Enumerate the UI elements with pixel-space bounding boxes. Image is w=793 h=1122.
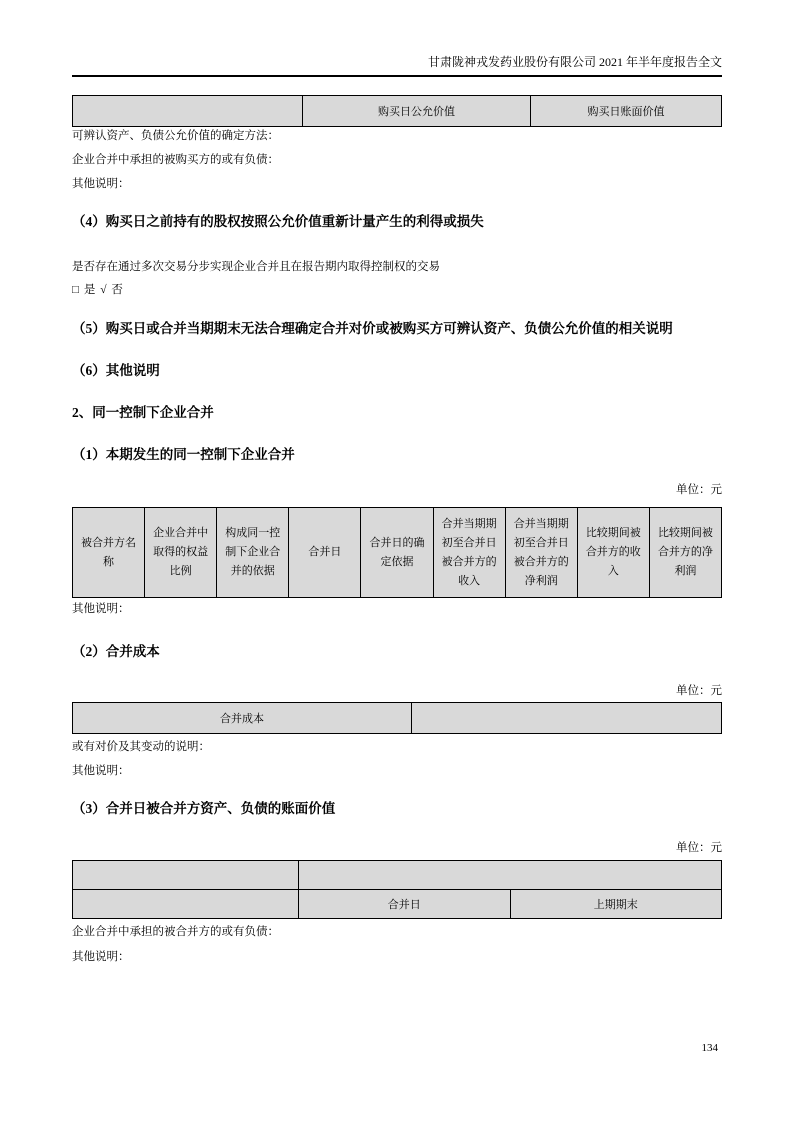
purchase-value-table [72, 95, 722, 127]
purchase-table-book-value-header: 购买日账面价值 [531, 96, 722, 127]
page-number: 134 [701, 1042, 718, 1054]
paragraph-other-notes-2: 其他说明： [72, 603, 130, 615]
paragraph-step-acquisition-question: 是否存在通过多次交易分步实现企业合并且在报告期内取得控制权的交易 [72, 261, 440, 273]
book-table-merger-date-header: 合并日 [299, 890, 511, 919]
unit-label-3: 单位：元 [676, 842, 722, 854]
merger-cost-table [72, 702, 722, 734]
purchase-table-fair-value-header: 购买日公允价值 [303, 96, 531, 127]
unit-label-1: 单位：元 [676, 484, 722, 496]
step-acquisition-answer: □ 是 √ 否 [72, 284, 124, 296]
paragraph-other-notes-3: 其他说明： [72, 765, 130, 777]
paragraph-acquiree-contingent-liabilities: 企业合并中承担的被购买方的或有负债： [72, 154, 279, 166]
book-value-table [72, 860, 722, 919]
heading-sub1-current-period: （1）本期发生的同一控制下企业合并 [72, 447, 295, 462]
table-row [73, 96, 722, 127]
heading-same-control-merger: 2、同一控制下企业合并 [72, 405, 214, 420]
heading-sub2-merger-cost: （2）合并成本 [72, 644, 160, 659]
paragraph-other-notes-1: 其他说明： [72, 178, 130, 190]
cost-table-label-cell: 合并成本 [73, 703, 412, 734]
table-row [73, 861, 722, 890]
book-table-merged-blank-cell [299, 861, 722, 890]
heading-6: （6）其他说明 [72, 363, 160, 378]
paragraph-contingent-consideration: 或有对价及其变动的说明： [72, 741, 210, 753]
merger-col-netprofit-to-date: 合并当期期初至合并日被合并方的净利润 [505, 508, 577, 598]
merger-col-comparative-revenue: 比较期间被合并方的收入 [577, 508, 649, 598]
paragraph-merged-party-contingent-liabilities: 企业合并中承担的被合并方的或有负债： [72, 926, 279, 938]
heading-sub3-book-value: （3）合并日被合并方资产、负债的账面价值 [72, 801, 336, 816]
merger-col-comparative-netprofit: 比较期间被合并方的净利润 [649, 508, 721, 598]
book-table-prior-period-header: 上期期末 [510, 890, 722, 919]
cost-table-value-cell [412, 703, 722, 734]
unit-label-2: 单位：元 [676, 685, 722, 697]
heading-4: （4）购买日之前持有的股权按照公允价值重新计量产生的利得或损失 [72, 214, 484, 229]
table-row [73, 508, 722, 598]
paragraph-other-notes-4: 其他说明： [72, 951, 130, 963]
merger-col-date-basis: 合并日的确定依据 [361, 508, 433, 598]
merger-col-same-control-basis: 构成同一控制下企业合并的依据 [217, 508, 289, 598]
merger-col-merged-party-name: 被合并方名称 [73, 508, 145, 598]
heading-5: （5）购买日或合并当期期末无法合理确定合并对价或被购买方可辨认资产、负债公允价值的相关说明 [72, 321, 673, 336]
header-rule [72, 75, 722, 77]
book-table-blank-cell-1 [73, 861, 299, 890]
purchase-table-blank-cell [73, 96, 303, 127]
merger-header-table [72, 507, 722, 598]
paragraph-fair-value-method: 可辨认资产、负债公允价值的确定方法： [72, 130, 279, 142]
merger-col-merger-date: 合并日 [289, 508, 361, 598]
merger-col-equity-ratio: 企业合并中取得的权益比例 [145, 508, 217, 598]
book-table-blank-cell-2 [73, 890, 299, 919]
page-header-title: 甘肃陇神戎发药业股份有限公司 2021 年半年度报告全文 [427, 55, 722, 69]
table-row [73, 890, 722, 919]
table-row [73, 703, 722, 734]
merger-col-revenue-to-date: 合并当期期初至合并日被合并方的收入 [433, 508, 505, 598]
